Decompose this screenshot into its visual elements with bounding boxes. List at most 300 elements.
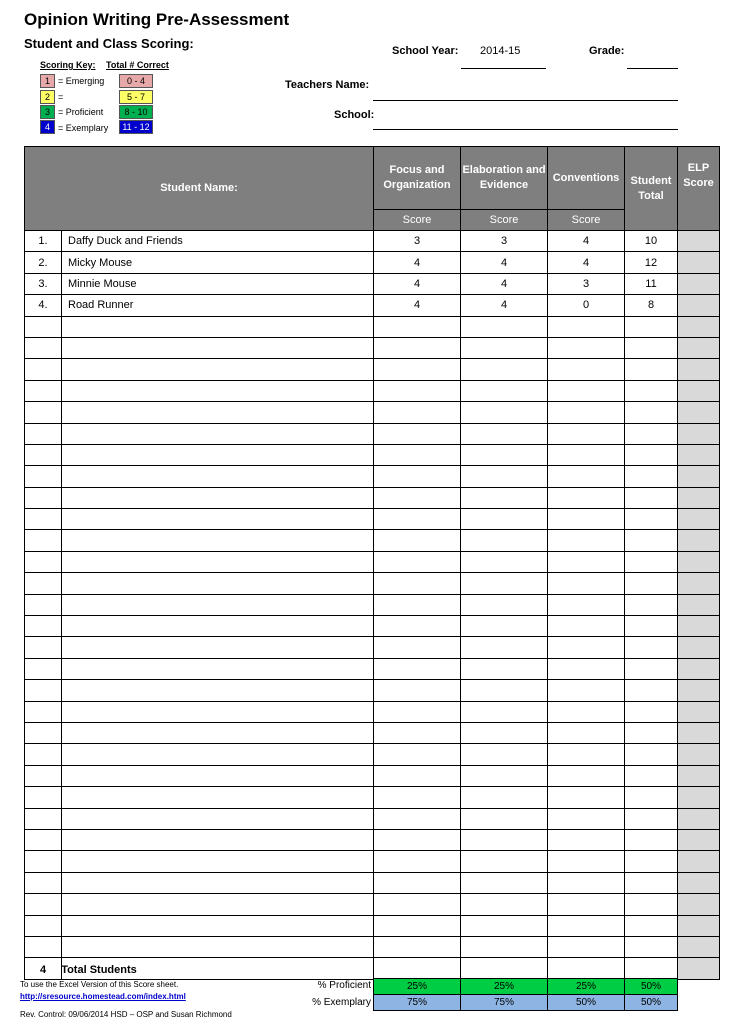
table-row-empty [25,701,720,722]
elaboration-score-subheader: Score [461,210,548,231]
focus-score-cell[interactable] [374,573,461,594]
conventions-score-cell[interactable] [548,722,625,743]
row-number [25,658,62,679]
focus-score-cell[interactable] [374,466,461,487]
student-total-cell [625,658,678,679]
student-name-cell[interactable] [62,851,374,872]
student-name-cell[interactable] [62,637,374,658]
proficient-conventions: 25% [548,979,625,995]
conventions-score-cell[interactable] [548,915,625,936]
excel-note: To use the Excel Version of this Score sheet. [20,980,179,989]
elp-score-cell[interactable] [678,337,720,358]
conventions-score-cell[interactable] [548,872,625,893]
focus-score-cell[interactable] [374,380,461,401]
student-name-cell[interactable] [62,894,374,915]
table-row-empty [25,680,720,701]
elaboration-score-cell[interactable]: 4 [461,273,548,294]
elp-score-cell[interactable] [678,487,720,508]
focus-score-cell[interactable] [374,444,461,465]
elaboration-score-cell[interactable] [461,936,548,957]
student-total-cell [625,787,678,808]
table-row [25,295,720,316]
conventions-score-subheader: Score [548,210,625,231]
elaboration-score-cell[interactable] [461,829,548,850]
elp-score-cell[interactable] [678,744,720,765]
student-total-cell [625,701,678,722]
focus-score-cell[interactable] [374,829,461,850]
student-name-cell[interactable] [62,594,374,615]
student-name-cell[interactable] [62,337,374,358]
student-total-cell [625,380,678,401]
conventions-score-cell[interactable] [548,573,625,594]
conventions-score-cell[interactable] [548,423,625,444]
student-total-cell [625,359,678,380]
elaboration-score-cell[interactable] [461,616,548,637]
student-name-cell[interactable] [62,744,374,765]
elp-score-cell[interactable] [678,808,720,829]
elaboration-score-cell[interactable] [461,808,548,829]
elp-score-cell[interactable] [678,958,720,979]
score-4-label: = Exemplary [58,123,109,133]
excel-link[interactable]: http://sresource.homestead.com/index.html [20,992,186,1001]
focus-score-cell[interactable] [374,402,461,423]
school-label: School: [334,109,375,121]
table-row-empty [25,637,720,658]
table-row [25,231,720,252]
row-number [25,402,62,423]
elaboration-score-cell[interactable] [461,466,548,487]
row-number [25,594,62,615]
exemplary-elaboration: 75% [461,995,548,1011]
elaboration-score-cell[interactable] [461,658,548,679]
focus-score-cell[interactable] [374,530,461,551]
elp-score-cell[interactable] [678,915,720,936]
page-title: Opinion Writing Pre-Assessment [24,10,290,29]
score-1-swatch: 1 [40,74,55,88]
student-name-cell[interactable] [62,509,374,530]
elaboration-score-cell[interactable] [461,915,548,936]
elaboration-score-cell[interactable] [461,594,548,615]
student-total-cell [625,466,678,487]
student-total-cell [625,487,678,508]
student-name-cell[interactable] [62,551,374,572]
elp-score-cell[interactable] [678,316,720,337]
conventions-score-cell[interactable] [548,744,625,765]
elp-score-cell[interactable] [678,722,720,743]
elp-score-cell[interactable] [678,637,720,658]
focus-score-cell[interactable] [374,765,461,786]
student-total-cell [625,680,678,701]
row-number [25,551,62,572]
row-number [25,316,62,337]
elaboration-score-cell[interactable] [461,851,548,872]
elaboration-score-cell[interactable] [461,359,548,380]
elp-score-cell[interactable] [678,680,720,701]
row-number [25,487,62,508]
elaboration-score-cell[interactable] [461,316,548,337]
focus-score-cell[interactable]: 4 [374,273,461,294]
student-total-cell [625,530,678,551]
conventions-score-cell[interactable] [548,894,625,915]
student-name-cell[interactable] [62,423,374,444]
elp-score-cell[interactable] [678,573,720,594]
focus-score-cell[interactable] [374,680,461,701]
table-row-empty [25,936,720,957]
conventions-header: Conventions [548,147,625,210]
exemplary-conventions: 50% [548,995,625,1011]
student-name-cell[interactable]: Micky Mouse [62,252,374,273]
student-name-cell[interactable]: Road Runner [62,295,374,316]
elaboration-score-cell[interactable] [461,894,548,915]
student-name-cell[interactable] [62,530,374,551]
row-number [25,701,62,722]
elp-score-cell[interactable] [678,936,720,957]
row-number [25,765,62,786]
focus-score-cell[interactable] [374,509,461,530]
conventions-score-cell[interactable] [548,637,625,658]
elaboration-score-cell[interactable] [461,872,548,893]
table-row-empty [25,808,720,829]
conventions-score-cell[interactable]: 4 [548,231,625,252]
row-number [25,380,62,401]
elp-score-cell[interactable] [678,380,720,401]
elaboration-header: Elaboration and Evidence [461,147,548,210]
elp-score-cell[interactable] [678,295,720,316]
student-total-cell [625,808,678,829]
table-row-empty [25,829,720,850]
row-number [25,359,62,380]
elaboration-score-cell[interactable] [461,765,548,786]
student-name-cell[interactable]: Minnie Mouse [62,273,374,294]
focus-score-cell[interactable] [374,958,461,979]
table-row-empty [25,594,720,615]
focus-header: Focus and Organization [374,147,461,210]
row-number [25,808,62,829]
elaboration-score-cell[interactable]: 3 [461,231,548,252]
student-name-cell[interactable] [62,872,374,893]
elp-score-cell[interactable] [678,423,720,444]
student-total-cell [625,402,678,423]
elp-score-cell[interactable] [678,530,720,551]
elaboration-score-cell[interactable] [461,744,548,765]
score-4-range: 11 - 12 [119,120,153,134]
focus-score-cell[interactable] [374,637,461,658]
elaboration-score-cell[interactable] [461,337,548,358]
table-row-empty [25,402,720,423]
focus-score-cell[interactable]: 4 [374,252,461,273]
focus-score-cell[interactable]: 3 [374,231,461,252]
elaboration-score-cell[interactable] [461,402,548,423]
table-row-empty [25,658,720,679]
focus-score-cell[interactable] [374,316,461,337]
student-name-cell[interactable] [62,316,374,337]
conventions-score-cell[interactable] [548,487,625,508]
student-total-cell [625,958,678,979]
row-number [25,936,62,957]
conventions-score-cell[interactable] [548,787,625,808]
elp-score-cell[interactable] [678,616,720,637]
school-year-field[interactable]: 2014-15 [480,45,521,57]
conventions-score-cell[interactable] [548,466,625,487]
focus-score-cell[interactable] [374,936,461,957]
elaboration-score-cell[interactable]: 4 [461,295,548,316]
elaboration-score-cell[interactable] [461,958,548,979]
student-name-cell[interactable] [62,466,374,487]
focus-score-cell[interactable] [374,851,461,872]
row-number [25,829,62,850]
student-total-cell [625,722,678,743]
proficient-elaboration: 25% [461,979,548,995]
focus-score-cell[interactable] [374,894,461,915]
scoring-key-header: Scoring Key: [40,60,96,70]
total-students [40,964,137,976]
student-name-cell[interactable] [62,616,374,637]
conventions-score-cell[interactable] [548,594,625,615]
proficient-total: 50% [625,979,678,995]
student-name-cell[interactable] [62,936,374,957]
student-name-cell[interactable] [62,722,374,743]
student-total-header: Student Total [625,147,678,231]
exemplary-label: % Exemplary [312,997,371,1008]
focus-score-cell[interactable]: 4 [374,295,461,316]
student-name-cell[interactable] [62,487,374,508]
table-row-empty [25,915,720,936]
elaboration-score-cell[interactable] [461,551,548,572]
focus-score-cell[interactable] [374,423,461,444]
row-number [25,466,62,487]
student-name-cell[interactable]: Daffy Duck and Friends [62,231,374,252]
student-total-cell [625,936,678,957]
conventions-score-cell[interactable] [548,680,625,701]
proficient-row [374,979,678,995]
page-subtitle: Student and Class Scoring: [24,36,194,51]
focus-score-cell[interactable] [374,744,461,765]
conventions-score-cell[interactable] [548,765,625,786]
focus-score-cell[interactable] [374,808,461,829]
elaboration-score-cell[interactable] [461,530,548,551]
conventions-score-cell[interactable] [548,380,625,401]
conventions-score-cell[interactable] [548,551,625,572]
table-row-empty [25,616,720,637]
elp-score-cell[interactable] [678,851,720,872]
focus-score-cell[interactable] [374,359,461,380]
elaboration-score-cell[interactable] [461,423,548,444]
table-row [25,273,720,294]
student-name-cell[interactable] [62,765,374,786]
student-total-cell [625,551,678,572]
focus-score-cell[interactable] [374,616,461,637]
elp-score-cell[interactable] [678,658,720,679]
table-row-empty [25,894,720,915]
elaboration-score-cell[interactable] [461,380,548,401]
table-row-empty [25,509,720,530]
student-name-cell[interactable] [62,658,374,679]
focus-score-cell[interactable] [374,337,461,358]
student-total-cell [625,509,678,530]
student-name-cell[interactable] [62,701,374,722]
table-row-empty [25,744,720,765]
elaboration-score-cell[interactable] [461,787,548,808]
row-number [25,680,62,701]
exemplary-total: 50% [625,995,678,1011]
elp-score-cell[interactable] [678,402,720,423]
elp-score-cell[interactable] [678,551,720,572]
score-2-swatch: 2 [40,90,55,104]
elp-score-cell[interactable] [678,872,720,893]
total-students-count: 4 [40,964,47,976]
row-number [25,637,62,658]
student-total-cell [625,573,678,594]
row-number [25,894,62,915]
elaboration-score-cell[interactable] [461,444,548,465]
student-total-cell [625,894,678,915]
student-name-cell[interactable] [62,380,374,401]
elp-header: ELP Score [678,147,720,231]
conventions-score-cell[interactable] [548,616,625,637]
elaboration-score-cell[interactable] [461,722,548,743]
focus-score-cell[interactable] [374,701,461,722]
row-number [25,573,62,594]
elp-score-cell[interactable] [678,444,720,465]
student-total-cell: 11 [625,273,678,294]
student-total-cell [625,316,678,337]
conventions-score-cell[interactable] [548,509,625,530]
focus-score-cell[interactable] [374,551,461,572]
student-total-cell [625,744,678,765]
student-total-cell [625,594,678,615]
elp-score-cell[interactable] [678,509,720,530]
focus-score-cell[interactable] [374,915,461,936]
elaboration-score-cell[interactable] [461,701,548,722]
score-3-swatch: 3 [40,105,55,119]
conventions-score-cell[interactable] [548,829,625,850]
conventions-score-cell[interactable] [548,530,625,551]
conventions-score-cell[interactable] [548,316,625,337]
student-total-cell [625,616,678,637]
elp-score-cell[interactable] [678,787,720,808]
row-number [25,337,62,358]
table-row-empty [25,466,720,487]
conventions-score-cell[interactable] [548,402,625,423]
total-correct-header: Total # Correct [106,60,169,70]
table-row-empty [25,787,720,808]
focus-score-cell[interactable] [374,722,461,743]
table-row-empty [25,423,720,444]
elp-score-cell[interactable] [678,594,720,615]
row-number [25,872,62,893]
student-name-cell[interactable] [62,402,374,423]
elp-score-cell[interactable] [678,701,720,722]
student-name-cell[interactable] [62,829,374,850]
elaboration-score-cell[interactable] [461,509,548,530]
conventions-score-cell[interactable] [548,701,625,722]
total-students-label: Total Students [61,964,137,976]
elp-score-cell[interactable] [678,273,720,294]
conventions-score-cell[interactable] [548,851,625,872]
conventions-score-cell[interactable] [548,337,625,358]
grade-label: Grade: [589,45,625,57]
student-name-cell[interactable] [62,444,374,465]
conventions-score-cell[interactable] [548,808,625,829]
row-number [25,423,62,444]
conventions-score-cell[interactable] [548,958,625,979]
teachers-name-label: Teachers Name: [285,79,370,91]
row-number [25,787,62,808]
row-number [25,915,62,936]
row-number [25,722,62,743]
score-2-range: 5 - 7 [119,90,153,104]
elaboration-score-cell[interactable]: 4 [461,252,548,273]
elp-score-cell[interactable] [678,466,720,487]
focus-score-cell[interactable] [374,787,461,808]
school-underline [373,129,678,130]
elaboration-score-cell[interactable] [461,680,548,701]
student-name-cell[interactable] [62,573,374,594]
conventions-score-cell[interactable] [548,359,625,380]
row-number [25,744,62,765]
table-row [25,252,720,273]
school-year-underline [461,68,546,69]
focus-score-cell[interactable] [374,594,461,615]
elaboration-score-cell[interactable] [461,573,548,594]
grade-underline [627,68,678,69]
score-1-range: 0 - 4 [119,74,153,88]
elaboration-score-cell[interactable] [461,487,548,508]
table-row-empty [25,551,720,572]
focus-score-cell[interactable] [374,487,461,508]
student-total-cell [625,637,678,658]
conventions-score-cell[interactable]: 4 [548,252,625,273]
elp-score-cell[interactable] [678,829,720,850]
teachers-name-underline [373,100,678,101]
table-header-row [25,147,720,210]
conventions-score-cell[interactable] [548,444,625,465]
elp-score-cell[interactable] [678,231,720,252]
row-number: 3. [25,273,62,294]
elp-score-cell[interactable] [678,252,720,273]
conventions-score-cell[interactable] [548,658,625,679]
conventions-score-cell[interactable]: 0 [548,295,625,316]
row-number [25,616,62,637]
student-name-cell[interactable] [62,359,374,380]
student-name-cell[interactable] [62,680,374,701]
elp-score-cell[interactable] [678,894,720,915]
student-name-header: Student Name: [25,147,374,231]
elp-score-cell[interactable] [678,765,720,786]
focus-score-cell[interactable] [374,658,461,679]
elaboration-score-cell[interactable] [461,637,548,658]
row-number [25,530,62,551]
table-row-empty [25,359,720,380]
student-total-cell [625,444,678,465]
score-4-swatch: 4 [40,120,55,134]
conventions-score-cell[interactable]: 3 [548,273,625,294]
student-name-cell[interactable] [62,915,374,936]
conventions-score-cell[interactable] [548,936,625,957]
table-row-empty [25,337,720,358]
focus-score-cell[interactable] [374,872,461,893]
student-total-cell [625,337,678,358]
row-number: 1. [25,231,62,252]
student-name-cell[interactable] [62,787,374,808]
table-row-empty [25,722,720,743]
exemplary-focus: 75% [374,995,461,1011]
elp-score-cell[interactable] [678,359,720,380]
percent-table [373,978,678,1011]
student-total-cell [625,851,678,872]
score-2-label: = [58,92,64,102]
student-name-cell[interactable] [62,808,374,829]
